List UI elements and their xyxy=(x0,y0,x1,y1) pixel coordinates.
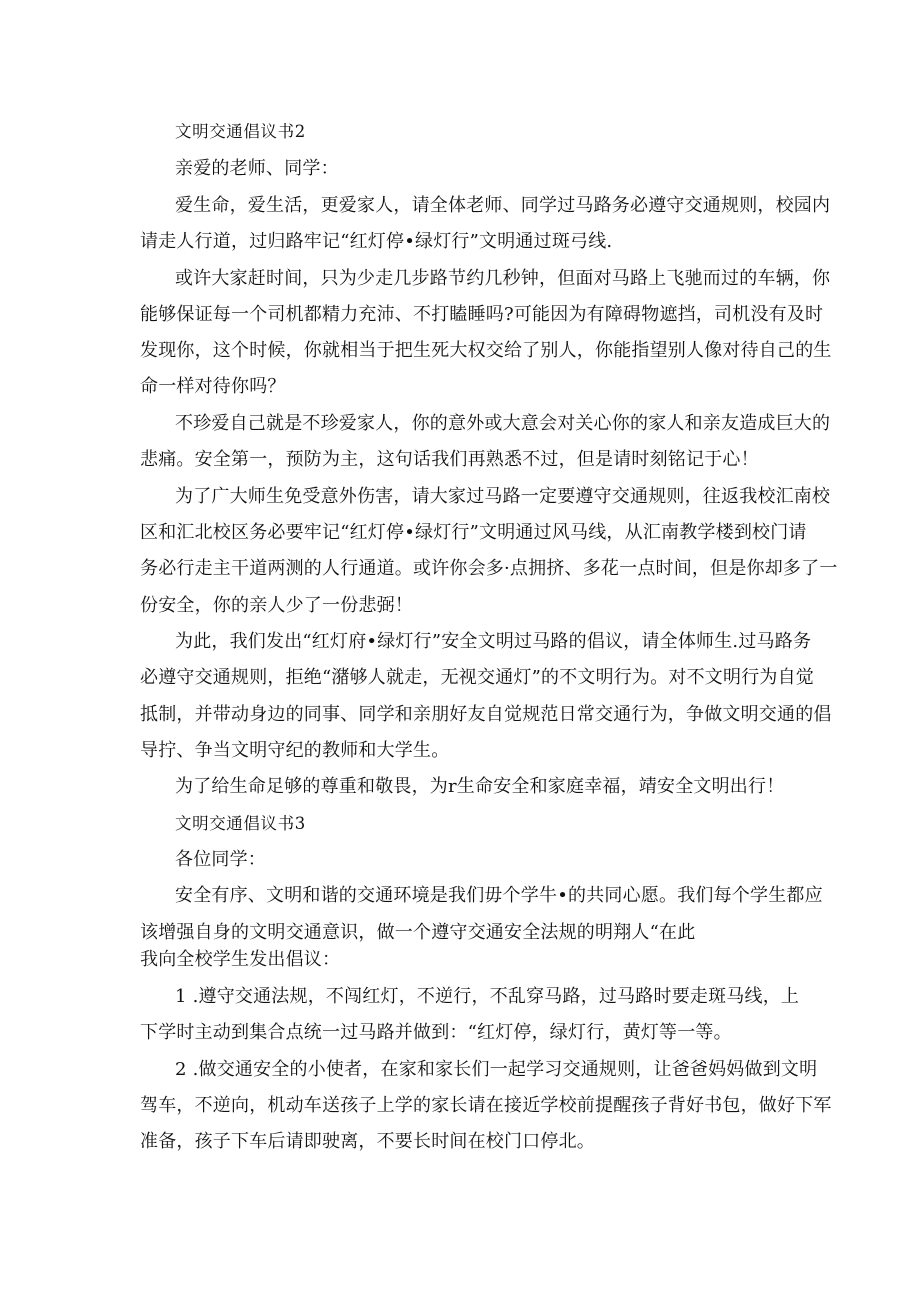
paragraph-line: 或许大家赶时间，只为少走几步路节约几秒钟，但面对马路上飞驰而过的车辆，你 xyxy=(175,268,831,289)
paragraph-line: 该增强自身的文明交通意识，做一个遵守交通安全法规的明翔人“在此 xyxy=(140,922,696,943)
paragraph-line: 为此，我们发出“红灯府•绿灯行”安全文明过马路的倡议，请全体师生.过马路务 xyxy=(175,631,812,652)
paragraph-line: 悲痛。安全第一，预防为主，这句话我们再熟悉不过，但是请时刻铭记于心！ xyxy=(140,449,759,470)
paragraph-line: 安全有序、文明和谐的交通环境是我们毋个学牛•的共同心愿。我们每个学生都应 xyxy=(175,885,823,906)
list-item-2-line: 驾车，不逆向，机动车送孩子上学的家长请在接近学校前提醒孩子背好书包，做好下军 xyxy=(140,1095,832,1116)
list-item-1-line: 下学时主动到集合点统一过马路并做到：“红灯停，绿灯行，黄灯等一等。 xyxy=(140,1022,732,1043)
salutation-3: 各位同学： xyxy=(175,849,266,870)
salutation-2: 亲爱的老师、同学： xyxy=(175,158,339,179)
paragraph-line: 为了给生命足够的尊重和敬畏，为r生命安全和家庭幸福，靖安全文明出行！ xyxy=(175,776,785,797)
list-item-1-line: 1 .遵守交通法规，不闯红灯，不逆行，不乱穿马路，过马路时要走斑马线，上 xyxy=(175,986,800,1007)
section-title-2: 文明交通倡议书2 xyxy=(175,122,306,141)
section-title-3: 文明交通倡议书3 xyxy=(175,814,306,833)
paragraph-line: 必遵守交通规则，拒绝“潴够人就走，无视交通灯”的不文明行为。对不文明行为自觉 xyxy=(140,667,815,688)
paragraph-line: 能够保证每一个司机都精力充沛、不打瞌睡吗?可能因为有障碍物遮挡，司机没有及时 xyxy=(140,304,824,325)
paragraph-line: 份安全，你的亲人少了一份悲弼！ xyxy=(140,595,413,616)
list-item-2-line: 2 .做交通安全的小使者，在家和家长们一起学习交通规则，让爸爸妈妈做到文明 xyxy=(175,1059,818,1080)
paragraph-line: 抵制，并带动身边的同事、同学和亲朋好友自觉规范日常交通行为，争做文明交通的倡 xyxy=(140,704,832,725)
paragraph-line: 为了广大师生免受意外伤害，请大家过马路一定要遵守交通规则，往返我校汇南校 xyxy=(175,486,831,507)
list-item-2-line: 准备，孩子下车后请即驶离，不要长时间在校门口停北。 xyxy=(140,1131,595,1152)
paragraph-line: 发现你，这个时候，你就相当于把生死大权交给了别人，你能指望别人像对待自己的生 xyxy=(140,340,832,361)
paragraph-line: 命一样对待你吗？ xyxy=(140,376,286,397)
paragraph-line: 不珍爱自己就是不珍爱家人，你的意外或大意会对关心你的家人和亲友造成巨大的 xyxy=(175,413,831,434)
paragraph-line: 区和汇北校区务必要牢记“红灯停•绿灯行”文明通过风马线，从汇南教学楼到校门请 xyxy=(140,522,807,543)
paragraph-line: 导拧、争当文明守纪的教师和大学生。 xyxy=(140,740,450,761)
paragraph-line: 务必行走主干道两测的人行通道。或许你会多·点拥挤、多花一点时间，但是你却多了一 xyxy=(140,558,838,579)
paragraph-line: 爱生命，爱生活，更爱家人，请全体老师、同学过马路务必遵守交通规则，校园内 xyxy=(175,195,831,216)
paragraph-line: 请走人行道，过归路牢记“红灯停•绿灯行”文明通过斑弓线. xyxy=(140,231,613,252)
paragraph-line: 我向全校学生发出倡议： xyxy=(140,949,341,970)
